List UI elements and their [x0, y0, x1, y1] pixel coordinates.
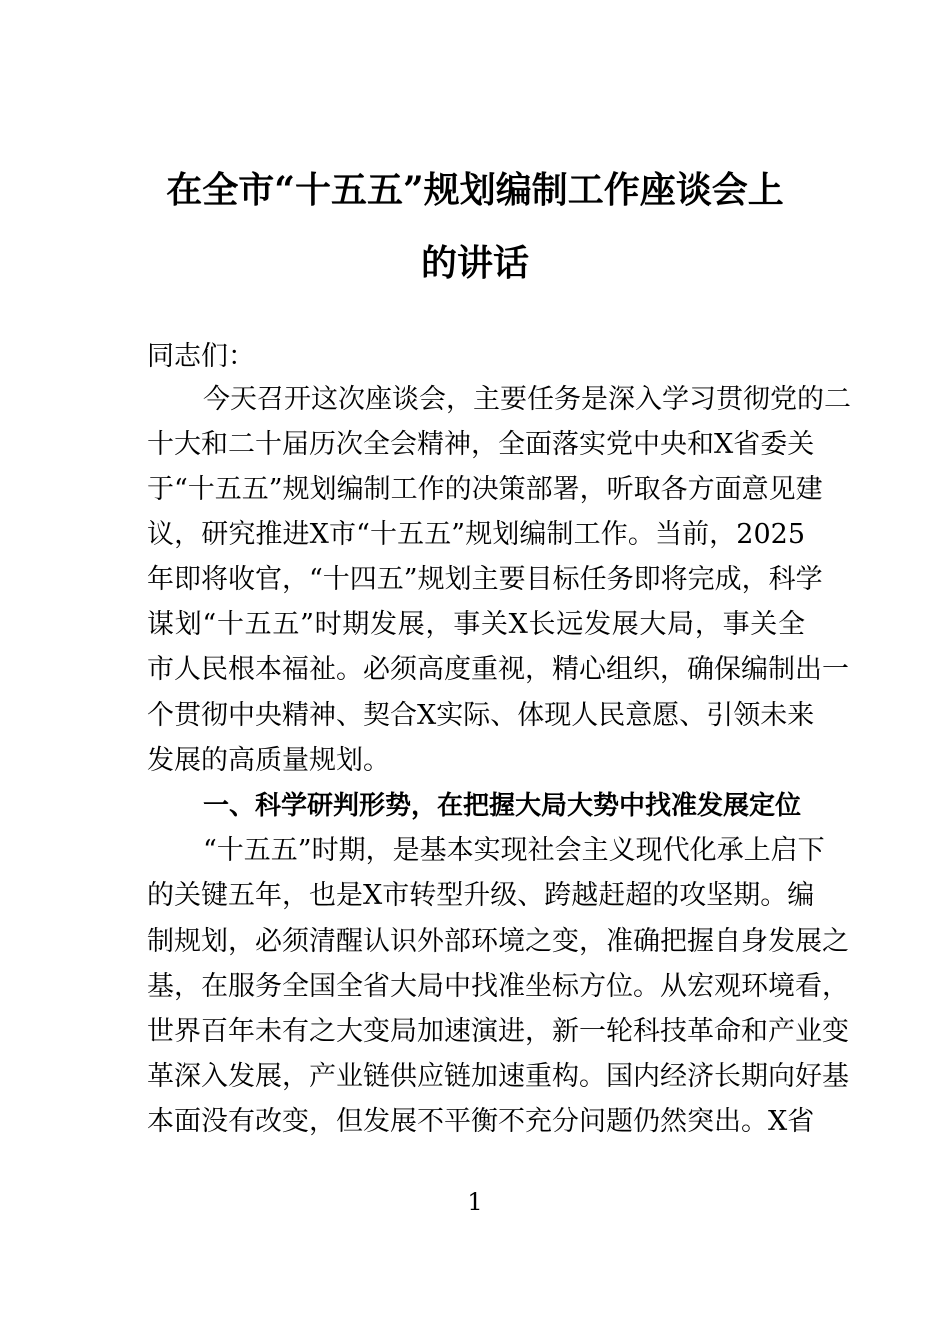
text-line: 发展的高质量规划。	[147, 745, 390, 776]
text-line: 今天召开这次座谈会，主要任务是深入学习贯彻党的二	[203, 384, 851, 415]
text-line: 市人民根本福祉。必须高度重视，精心组织，确保编制出一	[147, 654, 849, 685]
text-line: 基，在服务全国全省大局中找准坐标方位。从宏观环境看，	[147, 971, 849, 1002]
text-line: 制规划，必须清醒认识外部环境之变，准确把握自身发展之	[147, 926, 849, 957]
text-line: 谋划“十五五”时期发展，事关X长远发展大局，事关全	[147, 609, 805, 640]
text-line: 本面没有改变，但发展不平衡不充分问题仍然突出。X省	[147, 1106, 815, 1137]
text-line: 于“十五五”规划编制工作的决策部署，听取各方面意见建	[147, 474, 823, 505]
section-heading: 一、科学研判形势，在把握大局大势中找准发展定位	[203, 791, 802, 821]
salutation: 同志们：	[147, 341, 255, 372]
text-line: 革深入发展，产业链供应链加速重构。国内经济长期向好基	[147, 1061, 849, 1092]
text-line: 世界百年未有之大变局加速演进，新一轮科技革命和产业变	[147, 1016, 849, 1047]
text-line: 个贯彻中央精神、契合X实际、体现人民意愿、引领未来	[147, 700, 815, 731]
document-title-line-1: 在全市“十五五”规划编制工作座谈会上	[166, 169, 784, 211]
document-title-line-2: 的讲话	[420, 242, 529, 284]
page-number: 1	[467, 1188, 483, 1216]
text-line: 年即将收官，“十四五”规划主要目标任务即将完成，科学	[147, 564, 823, 595]
text-line: “十五五”时期，是基本实现社会主义现代化承上启下	[203, 835, 825, 866]
text-line: 议，研究推进X市“十五五”规划编制工作。当前，2025	[147, 519, 805, 550]
text-line: 十大和二十届历次全会精神，全面落实党中央和X省委关	[147, 429, 815, 460]
text-line: 的关键五年，也是X市转型升级、跨越赶超的攻坚期。编	[147, 880, 815, 911]
